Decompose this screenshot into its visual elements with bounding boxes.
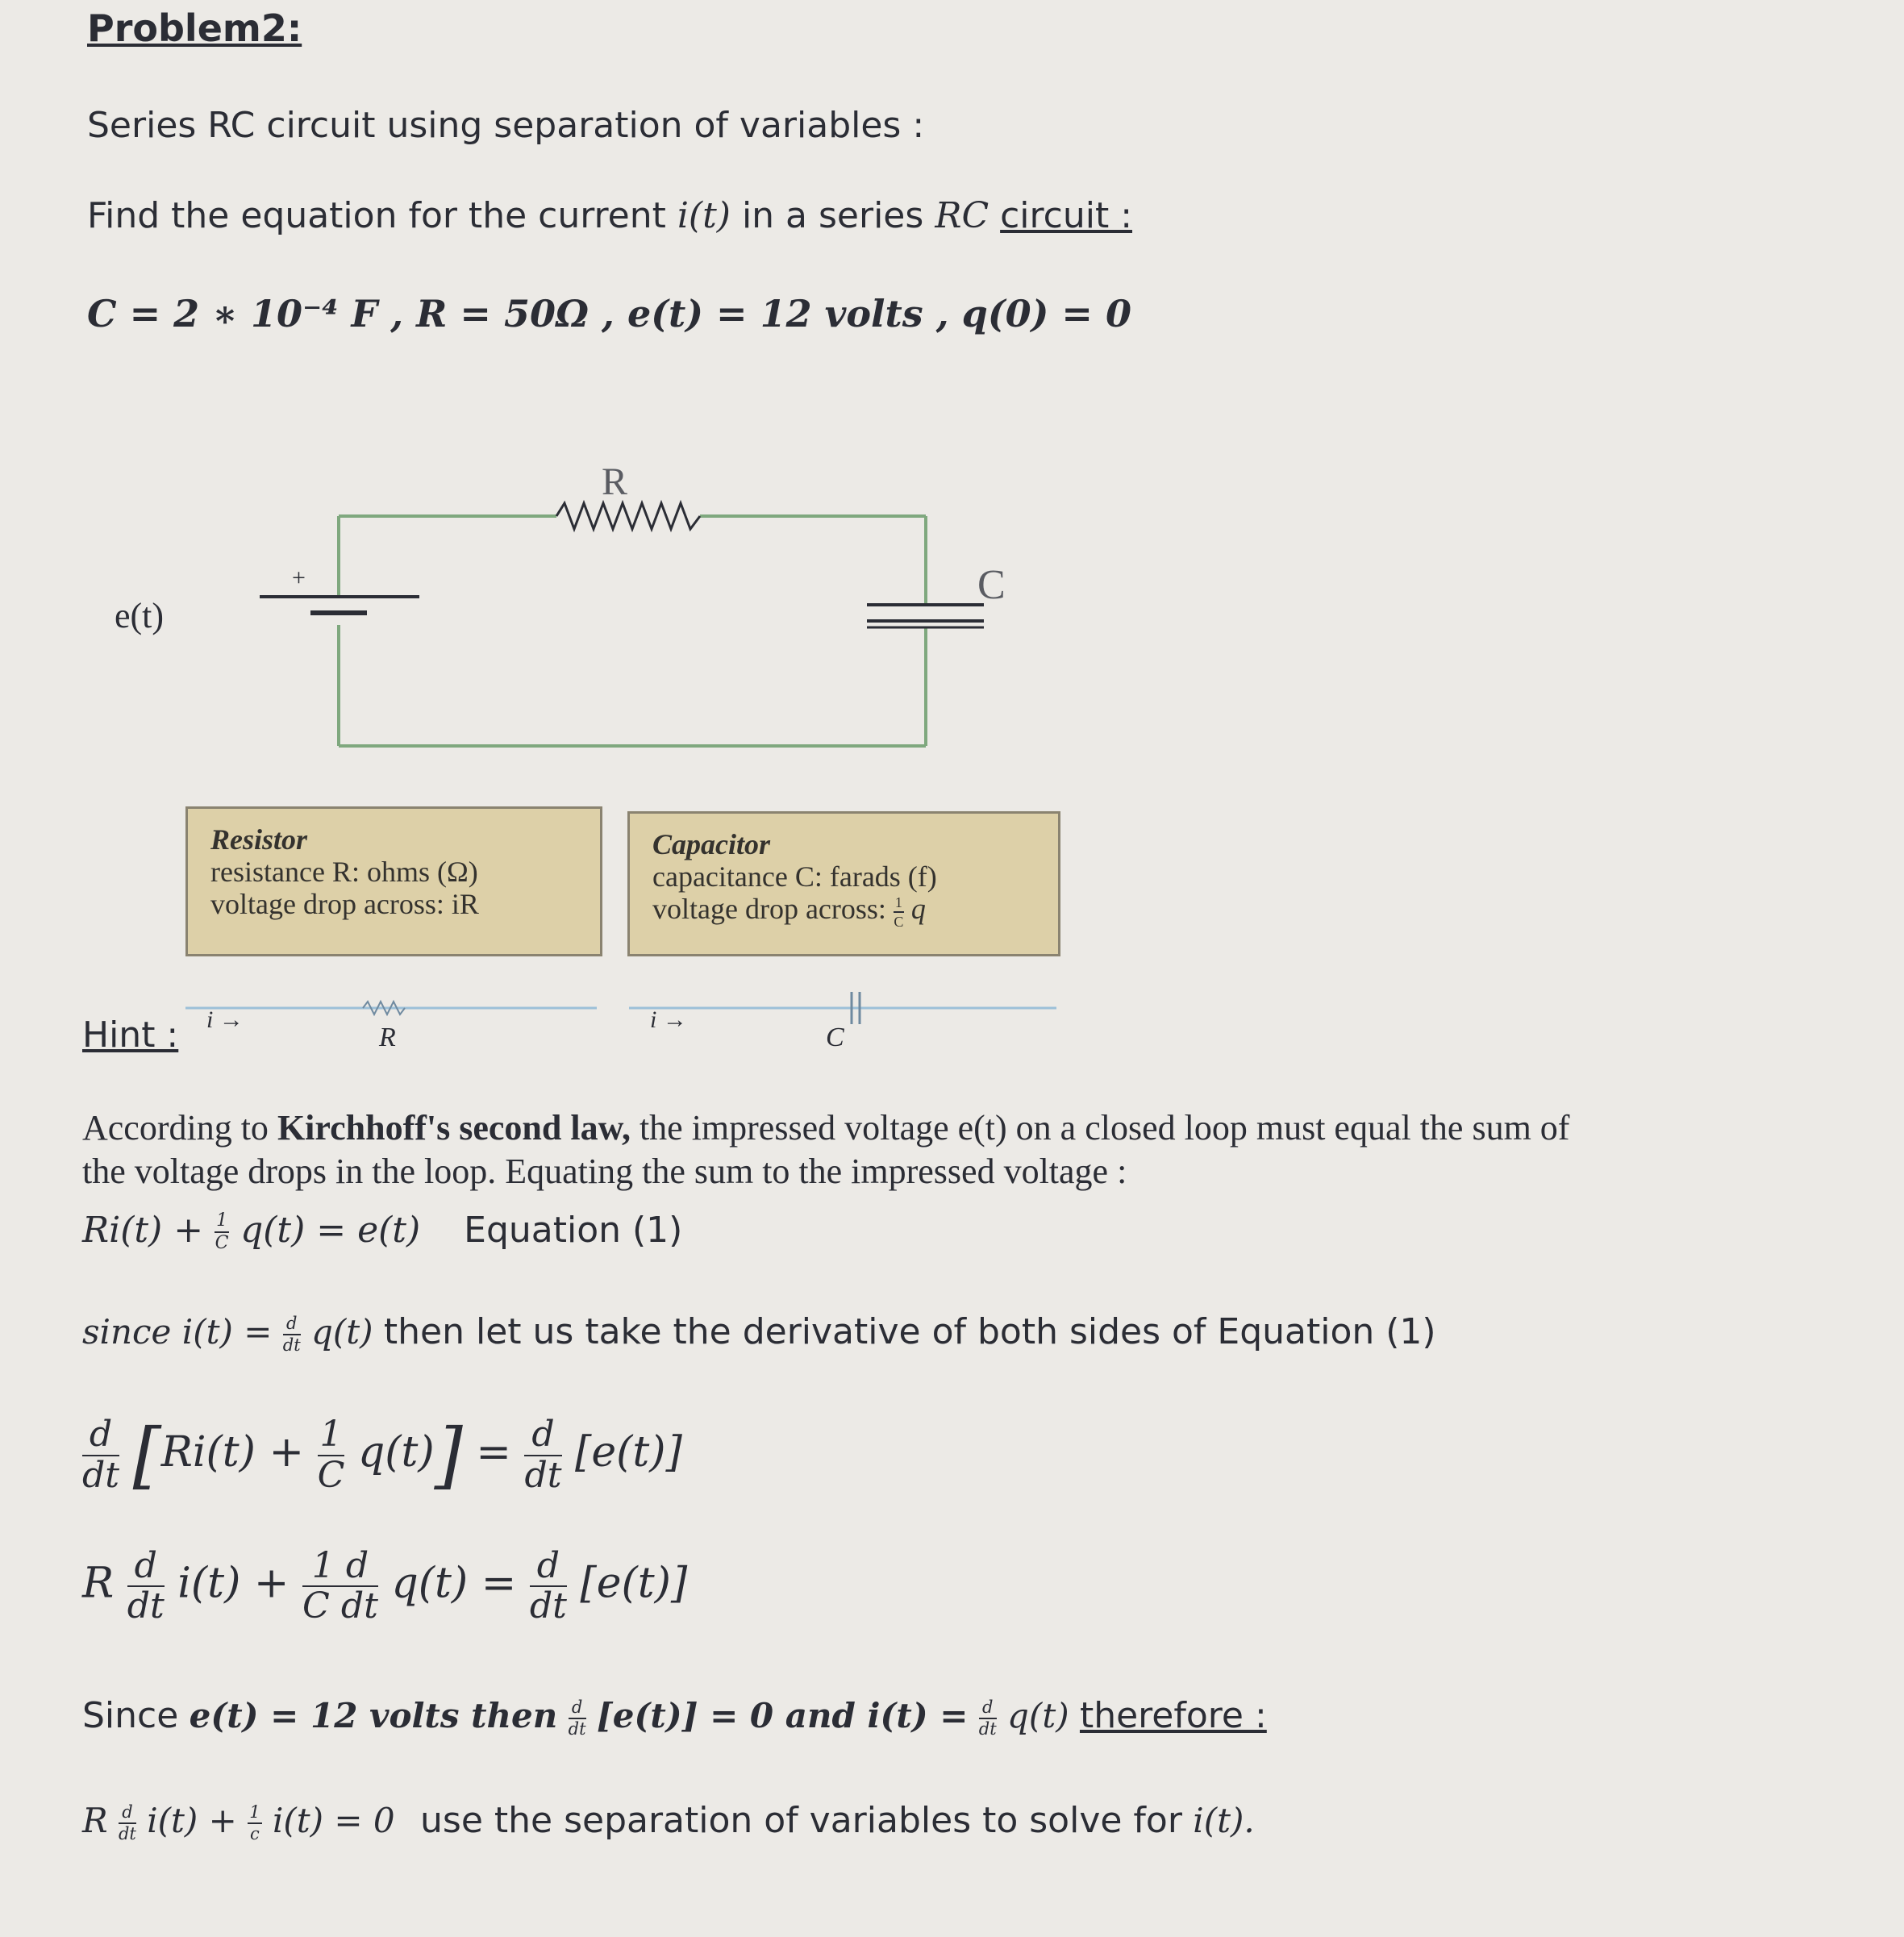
deriv1-inner-a: Ri(t) + bbox=[160, 1428, 305, 1477]
task-line bbox=[87, 195, 1132, 236]
since2-b: e(t) = 12 volts then bbox=[189, 1696, 558, 1735]
since-a: since i(t) = bbox=[82, 1312, 273, 1352]
capacitor-box-frac-den: C bbox=[894, 913, 904, 930]
since-fraction bbox=[283, 1315, 301, 1354]
deriv1-den: dt bbox=[82, 1454, 120, 1496]
deriv2-r: R bbox=[82, 1559, 115, 1608]
hint-diagram bbox=[177, 985, 1064, 1034]
deriv2-b: q(t) = bbox=[391, 1559, 517, 1608]
eq1-num: 1 bbox=[215, 1212, 229, 1233]
deriv2-c-dt: C dt bbox=[302, 1585, 378, 1627]
deriv2-a: i(t) + bbox=[177, 1559, 290, 1608]
deriv1-d-dt bbox=[82, 1414, 120, 1496]
resistor-box-title: Resistor bbox=[210, 823, 308, 856]
hint-current-arrow-2: i → bbox=[650, 1006, 687, 1033]
capacitor-box-line2 bbox=[652, 893, 1035, 929]
final-num2: 1 bbox=[248, 1804, 261, 1824]
deriv1-num2: d bbox=[524, 1417, 561, 1456]
since2-d: q(t) bbox=[1007, 1696, 1069, 1735]
deriv1-c: C bbox=[317, 1454, 345, 1496]
hint-c-label: C bbox=[826, 1023, 844, 1052]
eq1-fraction bbox=[215, 1212, 229, 1252]
resistor-symbol bbox=[556, 503, 700, 529]
deriv2-num2: d bbox=[530, 1548, 567, 1587]
problem-title: Problem2: bbox=[87, 6, 302, 50]
derivative-equation-1 bbox=[82, 1413, 682, 1498]
deriv1-equals: = bbox=[476, 1428, 511, 1477]
kirchhoff-line-1 bbox=[82, 1106, 1569, 1150]
capacitor-info-box bbox=[627, 811, 1060, 956]
hint-label: Hint : bbox=[82, 1014, 179, 1056]
eq1-lhs-a: Ri(t) + bbox=[82, 1210, 204, 1251]
deriv2-d-dt bbox=[127, 1545, 165, 1627]
since2-c: [e(t)] = 0 and i(t) = bbox=[596, 1696, 969, 1735]
derivative-equation-2 bbox=[82, 1545, 688, 1627]
kirchhoff-line-2: the voltage drops in the loop. Equating the sum to the impressed voltage : bbox=[82, 1152, 1127, 1191]
final-one-over-c bbox=[248, 1804, 261, 1843]
eq1-label: Equation (1) bbox=[464, 1210, 683, 1251]
capacitor-box-title: Capacitor bbox=[652, 828, 771, 860]
plus-sign: + bbox=[292, 564, 306, 591]
deriv1-inner-b: q(t) bbox=[357, 1428, 435, 1477]
rc-circuit-diagram bbox=[0, 452, 1129, 774]
eq1-den: C bbox=[215, 1233, 229, 1253]
deriv2-den2: dt bbox=[529, 1585, 567, 1627]
since2-a: Since bbox=[82, 1695, 179, 1736]
task-middle: in a series bbox=[741, 195, 924, 236]
task-rc: RC bbox=[935, 195, 989, 236]
since-line bbox=[82, 1311, 1436, 1354]
since2-num: d bbox=[569, 1699, 586, 1719]
given-values: C = 2 ∗ 10⁻⁴ F , R = 50Ω , e(t) = 12 volts , q(0) = 0 bbox=[87, 292, 1131, 335]
resistor-box-line1: resistance R: ohms (Ω) bbox=[210, 856, 478, 888]
deriv1-one-over-c bbox=[317, 1414, 345, 1496]
capacitor-box-line2-text: voltage drop across: bbox=[652, 893, 886, 925]
since-den: dt bbox=[282, 1335, 301, 1355]
subtitle: Series RC circuit using separation of variables : bbox=[87, 105, 925, 146]
task-prefix: Find the equation for the current bbox=[87, 195, 666, 236]
deriv1-num: d bbox=[82, 1417, 119, 1456]
deriv1-d-dt-2 bbox=[524, 1414, 562, 1496]
final-a: i(t) + bbox=[147, 1801, 237, 1840]
equation-1 bbox=[82, 1210, 682, 1252]
final-equation bbox=[82, 1800, 1255, 1843]
since2-num2: d bbox=[979, 1699, 997, 1719]
kirchhoff-law-bold: Kirchhoff's second law, bbox=[277, 1108, 631, 1148]
since2-den2: dt bbox=[978, 1718, 997, 1739]
source-label: e(t) bbox=[115, 596, 165, 635]
capacitor-box-frac-num: 1 bbox=[894, 895, 904, 913]
deriv1-rhs: [e(t)] bbox=[575, 1428, 682, 1477]
deriv2-one-over-c-d-dt bbox=[302, 1545, 378, 1627]
deriv2-den: dt bbox=[127, 1585, 165, 1627]
resistor-box-line2: voltage drop across: iR bbox=[210, 888, 479, 920]
kirchhoff-text-a: According to bbox=[82, 1108, 277, 1148]
final-c: use the separation of variables to solve for bbox=[420, 1800, 1182, 1841]
capacitor-box-q: q bbox=[910, 893, 926, 925]
deriv1-den2: dt bbox=[524, 1454, 562, 1496]
since2-fraction-1 bbox=[569, 1699, 586, 1738]
resistor-label: R bbox=[602, 460, 628, 503]
final-num: d bbox=[119, 1804, 136, 1824]
since2-den: dt bbox=[568, 1718, 586, 1739]
kirchhoff-text-b: the impressed voltage e(t) on a closed loop must equal the sum of bbox=[630, 1108, 1570, 1148]
hint-current-arrow-1: i → bbox=[206, 1006, 244, 1033]
open-bracket: [ bbox=[132, 1413, 161, 1498]
deriv2-num: d bbox=[127, 1548, 165, 1587]
close-bracket: ] bbox=[434, 1413, 463, 1498]
final-den: dt bbox=[118, 1823, 136, 1843]
capacitor-box-line1: capacitance C: farads (f) bbox=[652, 860, 937, 893]
kirchhoff-paragraph bbox=[82, 1106, 1569, 1193]
final-d-dt bbox=[119, 1804, 136, 1843]
since-c: then let us take the derivative of both sides of Equation (1) bbox=[383, 1311, 1436, 1352]
final-r: R bbox=[82, 1801, 108, 1840]
resistor-info-box bbox=[185, 806, 602, 956]
final-b: i(t) = 0 bbox=[272, 1801, 395, 1840]
eq1-lhs-b: q(t) = e(t) bbox=[240, 1210, 421, 1251]
since2-fraction-2 bbox=[979, 1699, 997, 1738]
hint-r-label: R bbox=[379, 1023, 396, 1052]
final-den2: c bbox=[250, 1823, 260, 1843]
since-constant-line bbox=[82, 1695, 1267, 1738]
since2-therefore: therefore : bbox=[1079, 1695, 1267, 1736]
final-d: i(t). bbox=[1193, 1801, 1255, 1840]
capacitor-label: C bbox=[977, 562, 1006, 608]
deriv2-d-dt-2 bbox=[529, 1545, 567, 1627]
since-b: q(t) bbox=[311, 1312, 373, 1352]
task-suffix: circuit : bbox=[1000, 195, 1133, 236]
capacitor-box-fraction bbox=[894, 895, 904, 929]
deriv2-rhs: [e(t)] bbox=[580, 1559, 688, 1608]
deriv2-one-d: 1 d bbox=[302, 1548, 378, 1587]
task-var: i(t) bbox=[677, 195, 731, 236]
since-num: d bbox=[283, 1315, 301, 1335]
deriv1-one: 1 bbox=[318, 1417, 345, 1456]
